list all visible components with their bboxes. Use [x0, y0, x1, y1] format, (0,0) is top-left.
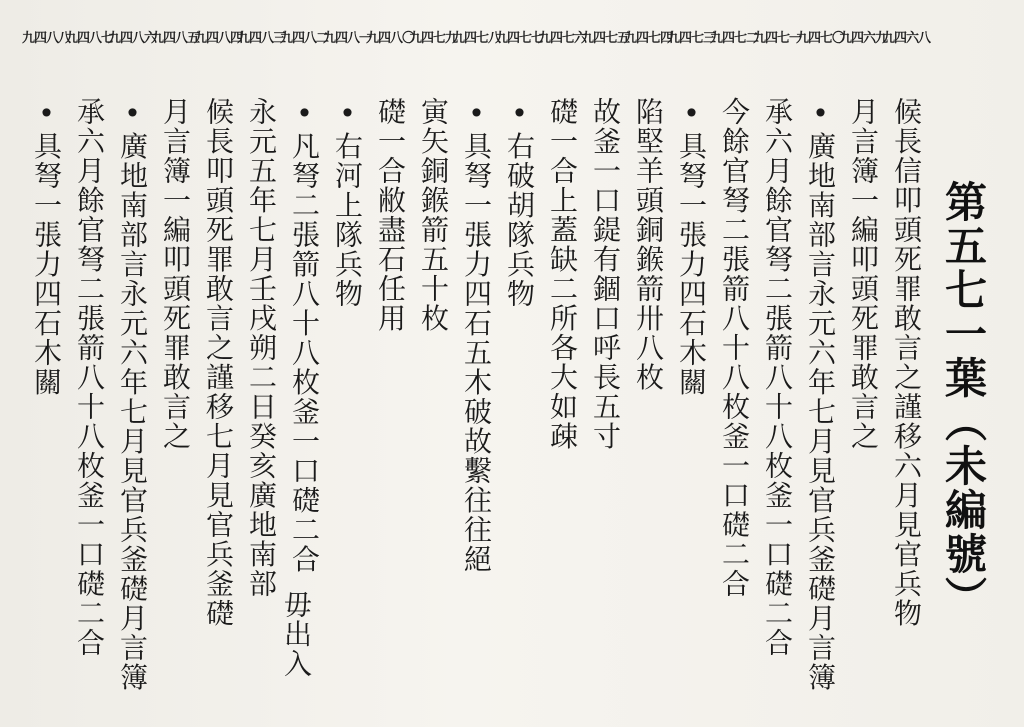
entry-text: 承六月餘官弩二張箭八十八枚釜一口礎二合	[73, 97, 106, 658]
text-column	[280, 31, 329, 574]
text-column	[839, 31, 888, 451]
entry-number: 九四八六	[108, 31, 157, 46]
entry-text: 陷堅羊頭銅鍭箭卅八枚	[632, 97, 665, 392]
entry-number: 九四七一	[753, 31, 802, 46]
entry-text: •具弩一張力四石五木破故繫往往絕	[460, 97, 493, 574]
entry-number: 九四八一	[323, 31, 372, 46]
entry-number: 九四七七	[495, 31, 544, 46]
entry-number: 九四七八	[452, 31, 501, 46]
entry-text: 候長叩頭死罪敢言之謹移七月見官兵釜礎	[202, 97, 235, 628]
entry-text: 礎一合上蓋缺二所各大如疎	[546, 97, 579, 451]
entry-text: •右破胡隊兵物	[503, 97, 536, 309]
entry-number: 九四七四	[624, 31, 673, 46]
text-column	[495, 31, 544, 309]
entry-text: 故釜一口鍉有錮口呼長五寸	[589, 97, 622, 451]
entry-text: 今餘官弩二張箭八十八枚釜一口礎二合	[718, 97, 751, 599]
text-column	[151, 31, 200, 451]
entry-number: 九四七〇	[796, 31, 845, 46]
text-column	[409, 31, 458, 333]
text-column	[22, 31, 71, 397]
entry-text: •具弩一張力四石木關	[675, 97, 708, 397]
text-column	[753, 31, 802, 658]
text-column	[194, 31, 243, 628]
entry-number: 九四八五	[151, 31, 200, 46]
entry-text: •具弩一張力四石木關	[30, 97, 63, 397]
text-column	[323, 31, 372, 309]
page-title: 第五七一葉（未編號）	[939, 180, 988, 620]
entry-text: 礎一合敝盡石任用	[374, 97, 407, 333]
entry-number: 九四八三	[237, 31, 286, 46]
entry-text: 永元五年七月壬戌朔二日癸亥廣地南部	[245, 97, 278, 599]
entry-number: 九四七六	[538, 31, 587, 46]
text-column	[65, 31, 114, 658]
entry-text: 月言簿一編叩頭死罪敢言之	[159, 97, 192, 451]
entry-number: 九四七九	[409, 31, 458, 46]
entry-number: 九四六九	[839, 31, 888, 46]
text-column	[710, 31, 759, 599]
entry-number: 九四六八	[882, 31, 931, 46]
text-column	[796, 31, 845, 692]
entry-number: 九四七二	[710, 31, 759, 46]
entry-text: 候長信叩頭死罪敢言之謹移六月見官兵物	[890, 97, 923, 628]
text-column	[581, 31, 630, 451]
entry-number: 九四七五	[581, 31, 630, 46]
entry-text: 月言簿一編叩頭死罪敢言之	[847, 97, 880, 451]
text-column	[667, 31, 716, 397]
entry-number: 九四八七	[65, 31, 114, 46]
text-column	[366, 31, 415, 333]
text-column	[538, 31, 587, 451]
text-column	[108, 31, 157, 692]
entry-text: •廣地南部言永元六年七月見官兵釜礎月言簿	[804, 97, 837, 692]
entry-text: 承六月餘官弩二張箭八十八枚釜一口礎二合	[761, 97, 794, 658]
entry-text: •凡弩二張箭八十八枚釜一口礎二合	[288, 97, 321, 574]
entry-number: 九四八二	[280, 31, 329, 46]
entry-number: 九四八〇	[366, 31, 415, 46]
text-column	[237, 31, 286, 599]
entry-text: •廣地南部言永元六年七月見官兵釜礎月言簿	[116, 97, 149, 692]
entry-text: 寅矢銅鍭箭五十枚	[417, 97, 450, 333]
entry-number: 九四八八	[22, 31, 71, 46]
entry-text: •右河上隊兵物	[331, 97, 364, 309]
side-note: 毋出入	[280, 590, 313, 679]
entry-number: 九四八四	[194, 31, 243, 46]
text-column	[882, 31, 931, 628]
text-column	[624, 31, 673, 392]
text-column	[452, 31, 501, 574]
entry-number: 九四七三	[667, 31, 716, 46]
